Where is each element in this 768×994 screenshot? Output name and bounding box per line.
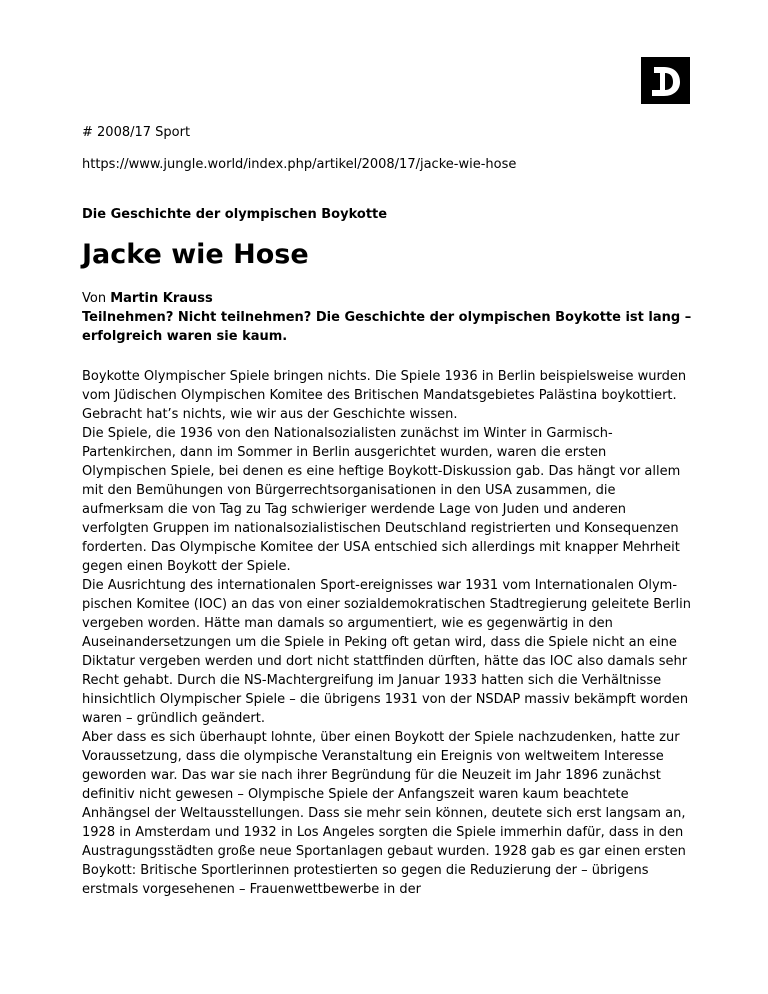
issue-section: # 2008/17 Sport bbox=[82, 125, 191, 140]
article-paragraph: Die Spiele, die 1936 von den Nationalsozialisten zunächst im Winter in Garmisch-Partenkirchen, dann im Sommer in Berlin ausgerichtet wurden, waren die ersten Olympischen Spiele, bei denen es eine heftige Boykott-Diskussion gab. Das hängt vor allem mit den Bemühungen von Bürgerrechtsorganisationen in den USA zusammen, die aufmerksam die von Tag zu Tag schwieriger werdende Lage von Juden und anderen verfolgten Gruppen im nationalsozialistischen Deutschland registrierten und Konsequenzen forderten. Das Olympische Komitee der USA entschied sich allerdings mit knapper Mehrheit gegen einen Boykott der Spiele. bbox=[82, 426, 681, 574]
byline bbox=[82, 289, 692, 308]
article-url: https://www.jungle.world/index.php/artikel/2008/17/jacke-wie-hose bbox=[82, 157, 517, 172]
jungle-world-logo bbox=[641, 57, 690, 104]
article-title: Jacke wie Hose bbox=[82, 239, 309, 270]
article-kicker: Die Geschichte der olympischen Boykotte bbox=[82, 207, 388, 222]
byline-prefix: Von bbox=[82, 291, 111, 306]
author-name: Martin Krauss bbox=[110, 291, 213, 306]
article-paragraph: Die Ausrichtung des internationalen Sport-ereignisses war 1931 vom Internationalen Olym-pischen Komitee (IOC) an das von einer sozialdemokratischen Stadtregierung geleitete Berlin vergeben worden. Hätte man damals so argumentiert, wie es gegenwärtig in den Auseinandersetzungen um die Spiele in Peking oft getan wird, dass die Spiele nicht an eine Diktatur vergeben werden und dort nicht stattfinden dürften, hätte das IOC also damals sehr Recht gehabt. Durch die NS-Machtergreifung im Januar 1933 hatten sich die Verhältnisse hinsichtlich Olympischer Spiele – die übrigens 1931 von der NSDAP massiv bekämpft worden waren – gründlich geändert. bbox=[82, 578, 691, 726]
article-container bbox=[82, 123, 692, 899]
jungle-world-logo-icon bbox=[641, 57, 690, 104]
article-body bbox=[82, 367, 692, 899]
article-paragraph: Boykotte Olympischer Spiele bringen nichts. Die Spiele 1936 in Berlin beispielsweise wurden vom Jüdischen Olympischen Komitee des Britischen Mandatsgebietes Palästina boykottiert. Gebracht hat’s nichts, wie wir aus der Geschichte wissen. bbox=[82, 369, 687, 422]
article-lead: Teilnehmen? Nicht teilnehmen? Die Geschichte der olympischen Boykotte ist lang – erfolgreich waren sie kaum. bbox=[82, 310, 692, 344]
article-paragraph: Aber dass es sich überhaupt lohnte, über einen Boykott der Spiele nachzudenken, hatte zur Voraussetzung, dass die olympische Veranstaltung ein Ereignis von weltweitem Interesse geworden war. Das war sie nach ihrer Begründung für die Neuzeit im Jahr 1896 zunächst definitiv nicht gewesen – Olympische Spiele der Anfangszeit waren kaum beachtete Anhängsel der Weltausstellungen. Dass sie mehr sein können, deutete sich erst langsam an, 1928 in Amsterdam und 1932 in Los Angeles sorgten die Spiele immerhin dafür, dass in den Austragungsstädten große neue Sportanlagen gebaut wurden. 1928 gab es gar einen ersten Boykott: Britische Sportlerinnen protestierten so gegen die Reduzierung der – übrigens erstmals vorgesehenen – Frauenwettbewerbe in der bbox=[82, 730, 686, 897]
